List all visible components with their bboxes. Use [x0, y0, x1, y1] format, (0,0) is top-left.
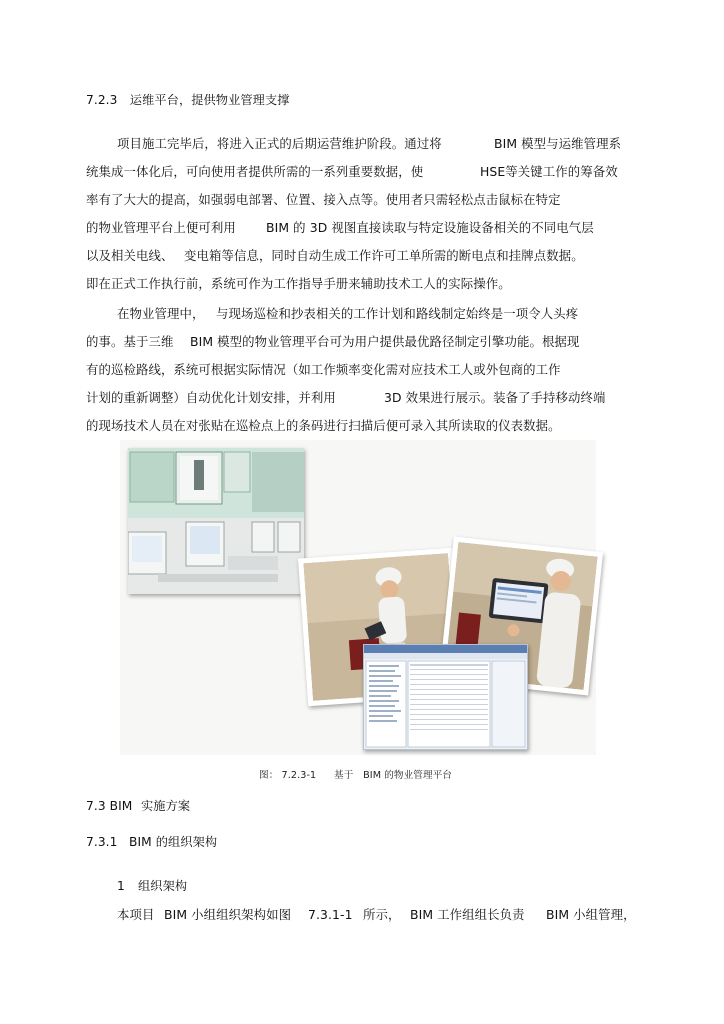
- text-segment: 有的巡检路线，系统可根据实际情况（如工作频率变化需对应技术工人或外包商的工作: [86, 362, 561, 377]
- control-room-photo: [128, 448, 304, 594]
- text-segment: 的事。基于三维: [86, 334, 174, 349]
- text-segment: BIM 模型的物业管理平台可为用户提供最优路径制定引擎功能。根据现: [190, 334, 580, 349]
- text-segment: BIM 的 3D 视图直接读取与特定设施设备相关的不同电气层: [266, 220, 594, 235]
- text-segment: 本项目: [117, 907, 155, 922]
- section-number: 7.3 BIM: [86, 799, 133, 813]
- text-segment: 7.3.1-1: [308, 907, 353, 922]
- item-number: 1: [117, 879, 125, 893]
- section-title: 实施方案: [141, 799, 191, 813]
- section-title: BIM 的组织架构: [129, 835, 218, 849]
- text-segment: 率有了大大的提高，如强弱电部署、位置、接入点等。使用者只需轻松点击鼠标在特定: [86, 192, 561, 207]
- text-segment: HSE等关键工作的筹备效: [480, 164, 618, 179]
- text-segment: BIM 小组组织架构如图: [164, 907, 292, 922]
- text-segment: 3D 效果进行展示。装备了手持移动终端: [384, 390, 606, 405]
- caption-title: 基于 BIM 的物业管理平台: [334, 770, 453, 781]
- software-window-illustration: [364, 645, 527, 749]
- text-segment: 所示，: [363, 907, 401, 922]
- management-software-screenshot: [363, 644, 528, 750]
- figure-bim-facility-management: [120, 440, 596, 755]
- text-segment: 统集成一体化后，可向使用者提供所需的一系列重要数据，使: [86, 164, 424, 179]
- section-heading-text: 7.2.3 运维平台，提供物业管理支撑: [86, 93, 290, 107]
- section-number: 7.3.1: [86, 835, 118, 849]
- text-segment: 的现场技术人员在对张贴在巡检点上的条码进行扫描后便可录入其所读取的仪表数据。: [86, 418, 561, 433]
- text-segment: 即在正式工作执行前，系统可作为工作指导手册来辅助技术工人的实际操作。: [86, 276, 511, 291]
- item-label: 组织架构: [138, 879, 188, 893]
- text-segment: BIM 模型与运维管理系: [494, 136, 622, 151]
- text-segment: 计划的重新调整）自动优化计划安排，并利用: [86, 390, 336, 405]
- text-segment: 以及相关电线、: [86, 248, 174, 263]
- text-segment: 项目施工完毕后，将进入正式的后期运营维护阶段。通过将: [117, 136, 442, 151]
- caption-number: 图： 7.2.3-1: [259, 770, 317, 781]
- text-segment: 与现场巡检和抄表相关的工作计划和路线制定始终是一项令人头疼: [216, 306, 579, 321]
- text-segment: 在物业管理中，: [117, 306, 205, 321]
- text-segment: 变电箱等信息，同时自动生成工作许可工单所需的断电点和挂牌点数据。: [184, 248, 584, 263]
- control-room-illustration: [128, 448, 304, 594]
- text-segment: BIM 小组管理，: [546, 907, 636, 922]
- text-segment: 的物业管理平台上便可利用: [86, 220, 236, 235]
- text-segment: BIM 工作组组长负责: [410, 907, 525, 922]
